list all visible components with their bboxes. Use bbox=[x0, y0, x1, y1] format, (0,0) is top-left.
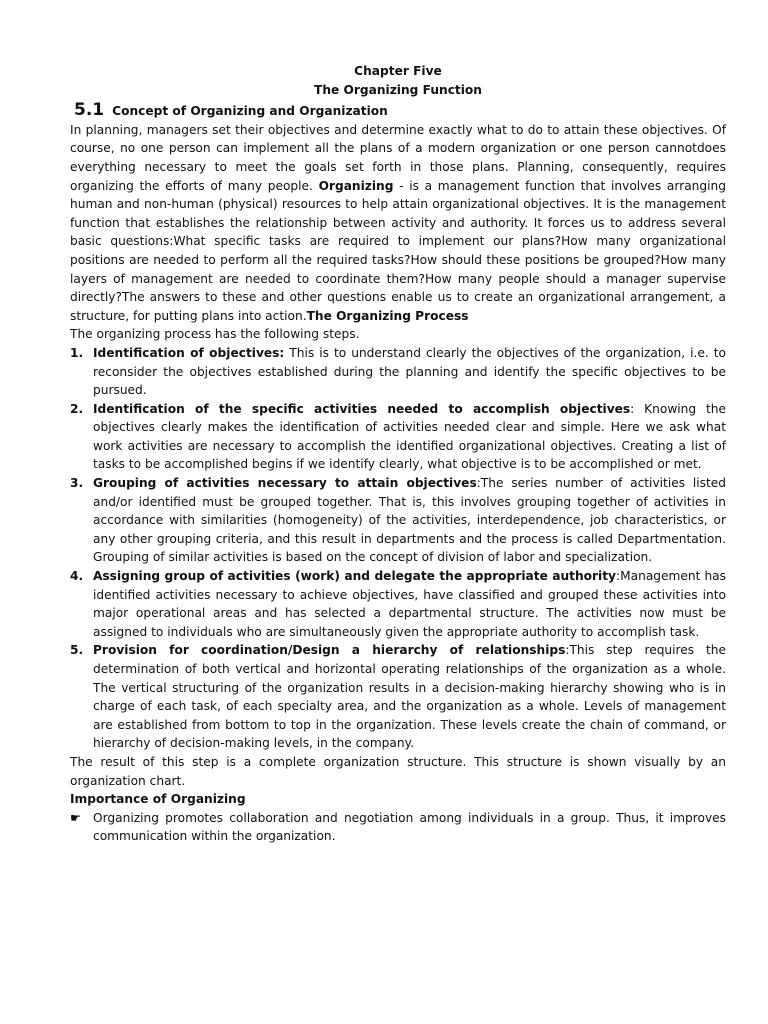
bullet-text: Organizing promotes collaboration and negotiation among individuals in a group. Thus, it improves communication within the organization. bbox=[93, 810, 726, 844]
importance-heading bbox=[70, 790, 726, 809]
list-item bbox=[70, 809, 726, 846]
step-number: 4. bbox=[70, 569, 84, 584]
list-item bbox=[70, 641, 726, 753]
step-title: Identification of objectives: bbox=[93, 345, 285, 360]
result-paragraph: The result of this step is a complete organization structure. This structure is shown visually by an organization chart. bbox=[70, 754, 726, 788]
list-item bbox=[70, 400, 726, 474]
list-item bbox=[70, 567, 726, 641]
intro-term: Organizing bbox=[318, 178, 394, 193]
section-title: Concept of Organizing and Organization bbox=[112, 104, 388, 119]
step-text: :The series number of activities listed and/or identified must be grouped together. That is, this involves grouping together of activities in accordance with similarities (homogeneity) of the activities, interdependence, job characteristics, or any other grouping criteria, and this result in departments and the process is called Departmentation. Grouping of similar activities is based on the concept of division of labor and specialization. bbox=[93, 476, 726, 565]
step-text: :Management has identified activities necessary to achieve objectives, have classified and grouped these activities into major operational areas and has selected a departmental structure. The activities now must be assigned to individuals who are simultaneously given the appropriate authority to accomplish task. bbox=[93, 569, 726, 639]
section-heading bbox=[74, 101, 726, 121]
step-text: : Knowing the objectives clearly makes the identification of activities needed clear and simple. Here we ask what work activities are necessary to accomplish the identified organizational objectives. Creating a list of tasks to be accomplished begins if we identify clearly, what objective is to be accomplished or met. bbox=[93, 401, 726, 472]
list-item bbox=[70, 344, 726, 400]
document-page bbox=[70, 62, 726, 846]
step-text: This is to understand clearly the objectives of the organization, i.e. to reconsider the objectives established during the planning and identify the specific objectives to be pursued. bbox=[93, 345, 726, 398]
process-heading: The Organizing Process bbox=[306, 308, 469, 323]
process-intro: The organizing process has the following steps. bbox=[70, 327, 360, 342]
step-number: 3. bbox=[70, 476, 84, 491]
section-number: 5.1 bbox=[74, 100, 105, 121]
step-title: Provision for coordination/Design a hierarchy of relationships bbox=[93, 643, 566, 658]
step-title: Identification of the specific activities needed to accomplish objectives bbox=[93, 401, 631, 416]
list-item bbox=[70, 474, 726, 567]
intro-text-b: - is a management function that involves arranging human and non-human (physical) resources to help attain organizational objectives. It is the management function that establishes the relationship between activity and authority. It forces us to address several basic questions:What specific tasks are required to implement our plans?How many organizational positions are needed to perform all the required tasks?How should these positions be grouped?How many layers of management are needed to coordinate them?How many people should a manager supervise directly?The answers to these and other questions enable us to create an organizational arrangement, a structure, for putting plans into action. bbox=[70, 178, 726, 323]
chapter-label: Chapter Five bbox=[354, 64, 442, 78]
step-number: 2. bbox=[70, 401, 84, 416]
chapter-title: The Organizing Function bbox=[314, 82, 482, 97]
intro-text-a: In planning, managers set their objectives and determine exactly what to do to attain these objectives. Of course, no one person can implement all the plans of a modern organization or one person cannotdoes everything necessary to meet the goals set forth in those plans. Planning, consequently, requires organizing the efforts of many people. bbox=[70, 122, 726, 193]
pointing-hand-icon: ☛ bbox=[70, 810, 81, 825]
step-title: Grouping of activities necessary to attain objectives bbox=[93, 476, 477, 491]
importance-heading-text: Importance of Organizing bbox=[70, 792, 246, 807]
step-title: Assigning group of activities (work) and delegate the appropriate authority bbox=[93, 569, 616, 584]
step-number: 5. bbox=[70, 643, 84, 658]
step-text: :This step requires the determination of both vertical and horizontal operating relationships of the organization as a whole. The vertical structuring of the organization results in a decision-making hierarchy showing who is in charge of each task, of each specialty area, and the organization as a whole. Levels of management are established from bottom to top in the organization. These levels create the chain of command, or hierarchy of decision-making levels, in the company. bbox=[93, 643, 726, 751]
intro-paragraph bbox=[70, 121, 726, 326]
step-number: 1. bbox=[70, 345, 84, 360]
steps-list bbox=[70, 344, 726, 753]
